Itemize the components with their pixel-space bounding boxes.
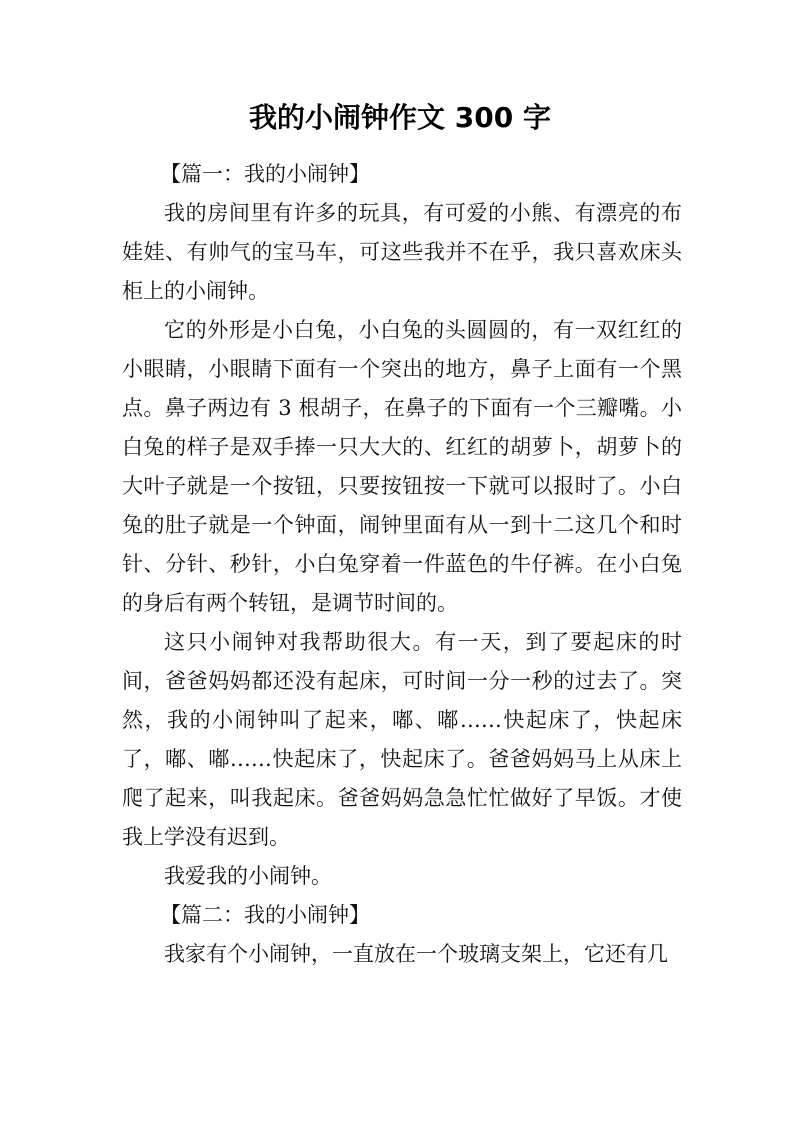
paragraph: 这只小闹钟对我帮助很大。有一天，到了要起床的时间，爸爸妈妈都还没有起床，可时间一分一秒的过去了。突然，我的小闹钟叫了起来，嘟、嘟……快起床了，快起床了，嘟、嘟……快起床了，快起床了。爸爸妈妈马上从床上爬了起来，叫我起床。爸爸妈妈急急忙忙做好了早饭。才使我上学没有迟到。	[122, 630, 682, 849]
document-title: 我的小闹钟作文 300 字	[249, 101, 551, 134]
paragraph: 我的房间里有许多的玩具，有可爱的小熊、有漂亮的布娃娃、有帅气的宝马车，可这些我并不在乎，我只喜欢床头柜上的小闹钟。	[122, 201, 682, 303]
paragraph: 我爱我的小闹钟。	[164, 864, 332, 888]
document-body	[122, 155, 682, 974]
paragraph: 它的外形是小白兔，小白兔的头圆圆的，有一双红红的小眼睛，小眼睛下面有一个突出的地方，鼻子上面有一个黑点。鼻子两边有 3 根胡子，在鼻子的下面有一个三瓣嘴。小白兔的样子是双手捧一只大大的、红红的胡萝卜，胡萝卜的大叶子就是一个按钮，只要按钮按一下就可以报时了。小白兔的肚子就是一个钟面，闹钟里面有从一到十二这几个和时针、分针、秒针，小白兔穿着一件蓝色的牛仔裤。在小白兔的身后有两个转钮，是调节时间的。	[122, 318, 682, 615]
section-heading: 【篇一：我的小闹钟】	[160, 162, 370, 186]
section-heading: 【篇二：我的小闹钟】	[160, 903, 370, 927]
paragraph: 我家有个小闹钟，一直放在一个玻璃支架上，它还有几	[164, 942, 668, 966]
